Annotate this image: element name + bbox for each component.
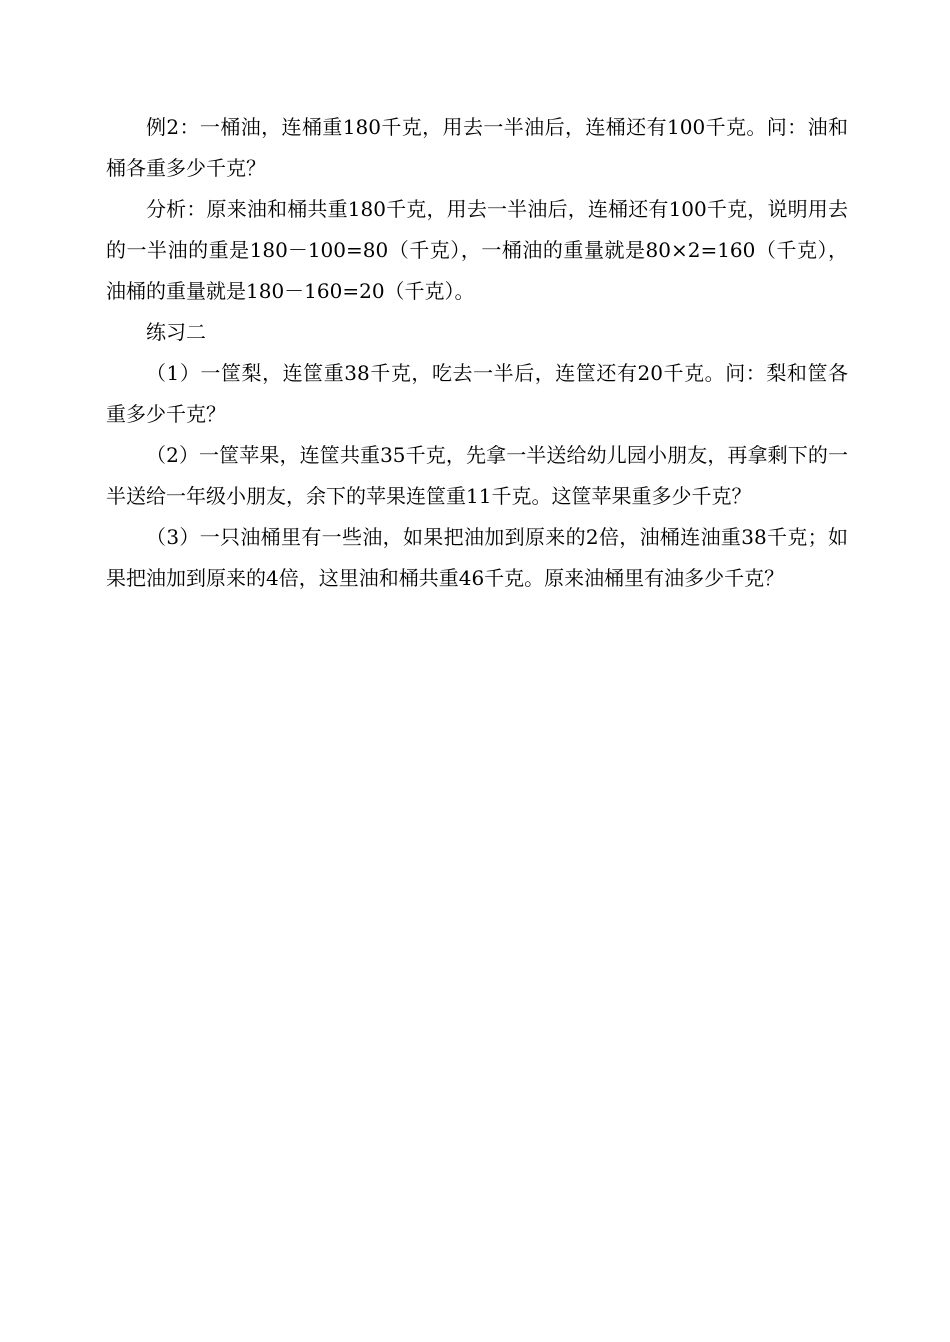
exercise-item-1: （1）一筐梨，连筐重38千克，吃去一半后，连筐还有20千克。问：梨和筐各重多少千克？ [106,361,848,426]
document-body [106,107,848,599]
exercise-heading: 练习二 [146,320,206,344]
example-2-question: 例2：一桶油，连桶重180千克，用去一半油后，连桶还有100千克。问：油和桶各重多少千克？ [106,115,848,180]
exercise-item-3: （3）一只油桶里有一些油，如果把油加到原来的2倍，油桶连油重38千克；如果把油加到原来的4倍，这里油和桶共重46千克。原来油桶里有油多少千克？ [106,525,848,590]
example-2-analysis: 分析：原来油和桶共重180千克，用去一半油后，连桶还有100千克，说明用去的一半油的重是180－100=80（千克），一桶油的重量就是80×2=160（千克），油桶的重量就是180－160=20（千克）。 [106,197,848,303]
exercise-item-2: （2）一筐苹果，连筐共重35千克，先拿一半送给幼儿园小朋友，再拿剩下的一半送给一年级小朋友，余下的苹果连筐重11千克。这筐苹果重多少千克？ [106,443,848,508]
